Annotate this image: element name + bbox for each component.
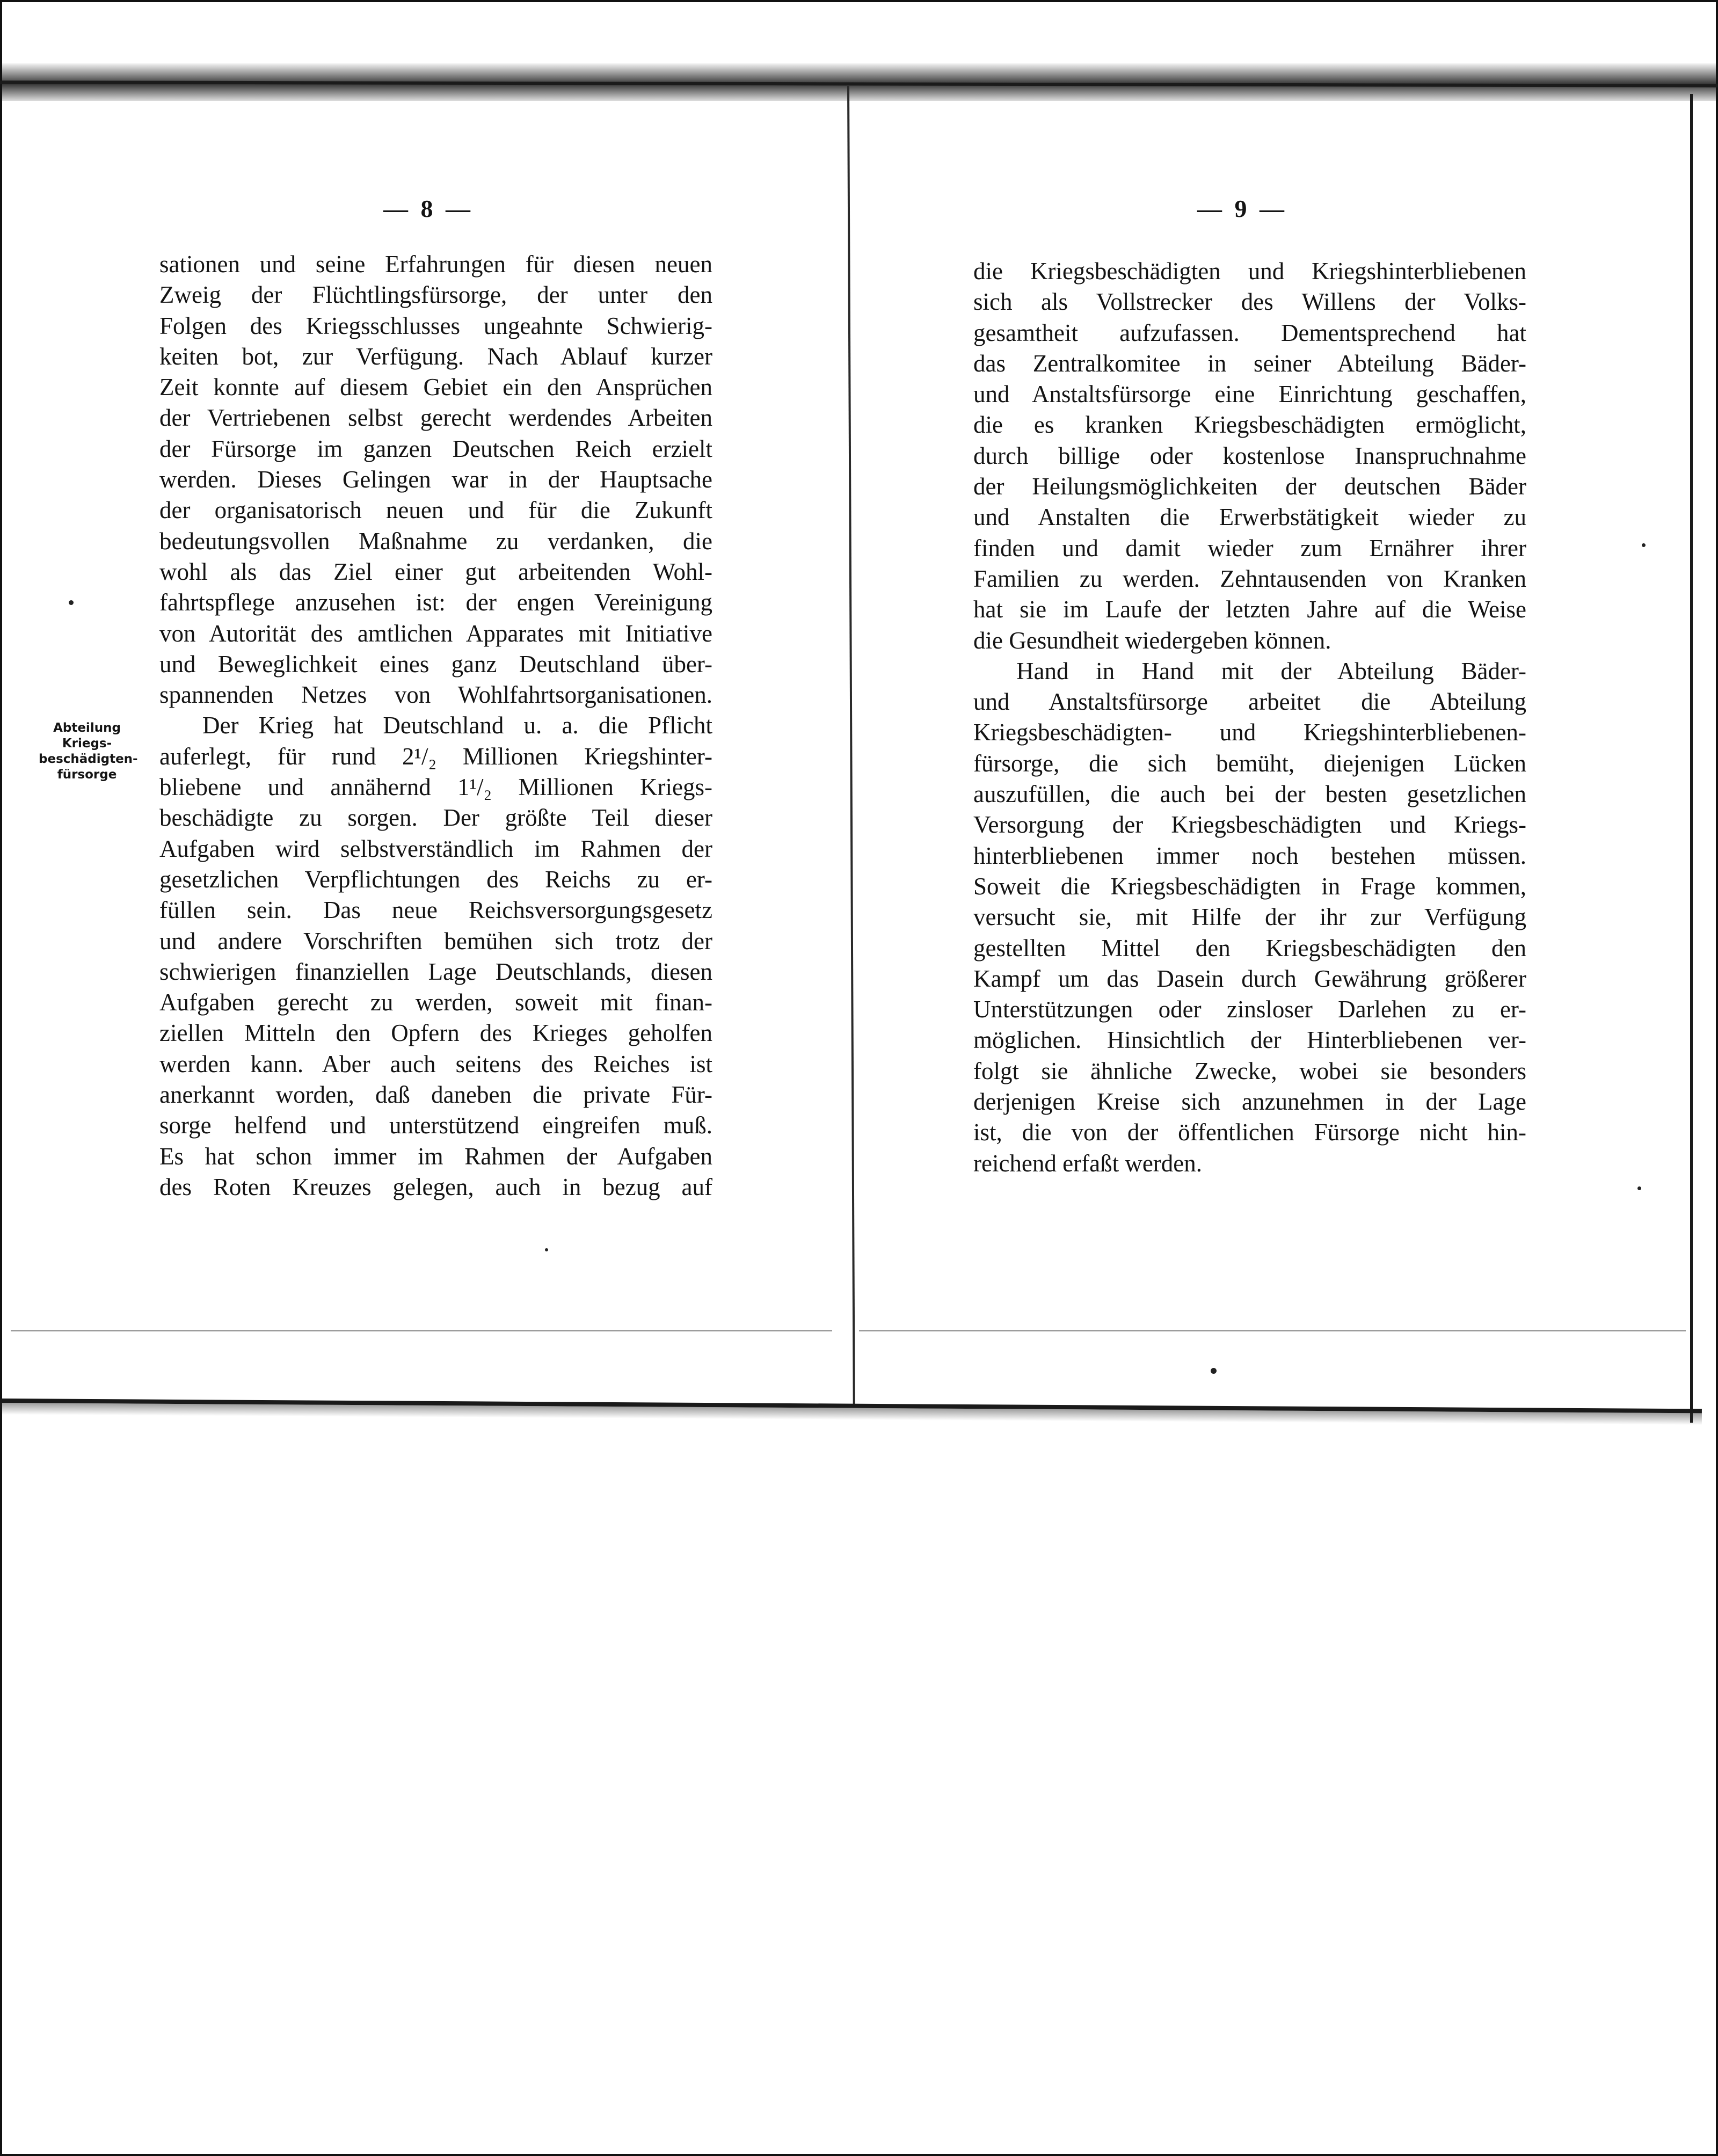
text-line: auszufüllen, die auch bei der besten gesetzlichen [973, 781, 1526, 808]
text-line: Aufgaben gerecht zu werden, soweit mit finan- [159, 989, 712, 1016]
text-line: versucht sie, mit Hilfe der ihr zur Verfügung [973, 904, 1526, 931]
margin-note-line: beschädigten- [39, 752, 138, 766]
margin-note-line: fürsorge [57, 768, 117, 782]
text-line: der Fürsorge im ganzen Deutschen Reich erzielt [159, 435, 712, 462]
right-bottom-rule [859, 1330, 1686, 1331]
text-line: des Roten Kreuzes gelegen, auch in bezug auf [159, 1173, 712, 1200]
page-number-left: — 8 — [383, 195, 474, 222]
text-line: der organisatorisch neuen und für die Zukunft [159, 497, 712, 524]
left-bottom-rule [11, 1330, 832, 1331]
text-line: beschädigte zu sorgen. Der größte Teil dieser [159, 804, 712, 832]
text-line: füllen sein. Das neue Reichsversorgungsgesetz [159, 897, 712, 924]
text-line: und andere Vorschriften bemühen sich trotz der [159, 927, 712, 955]
right-page-text [973, 256, 1526, 1179]
text-line: spannenden Netzes von Wohlfahrtsorganisationen. [159, 681, 712, 709]
text-line: Versorgung der Kriegsbeschädigten und Kriegs- [973, 811, 1526, 839]
text-line: hinterbliebenen immer noch bestehen müssen. [973, 842, 1526, 869]
text-line: und Anstaltsfürsorge arbeitet die Abteilung [973, 688, 1526, 716]
text-line: die Gesundheit wiedergeben können. [973, 627, 1331, 654]
scan-speck [1637, 1186, 1641, 1190]
text-line: werden kann. Aber auch seitens des Reiches ist [159, 1050, 712, 1077]
text-line: Zeit konnte auf diesem Gebiet ein den Ansprüchen [159, 374, 712, 401]
text-line: Aufgaben wird selbstverständlich im Rahmen der [159, 835, 712, 862]
text-line: hat sie im Laufe der letzten Jahre auf die Weise [973, 596, 1526, 623]
text-line: derjenigen Kreise sich anzunehmen in der Lage [973, 1088, 1526, 1116]
text-line: gestellten Mittel den Kriegsbeschädigten den [973, 934, 1526, 962]
text-line: durch billige oder kostenlose Inanspruchnahme [973, 442, 1526, 469]
text-line: und Anstalten die Erwerbstätigkeit wieder zu [973, 504, 1526, 531]
text-line: Der Krieg hat Deutschland u. a. die Pflicht [202, 712, 712, 739]
scan-speck [69, 600, 74, 605]
text-line: sich als Vollstrecker des Willens der Volks- [973, 288, 1526, 316]
text-line: werden. Dieses Gelingen war in der Hauptsache [159, 466, 712, 493]
text-line: der Heilungsmöglichkeiten der deutschen Bäder [973, 473, 1526, 500]
right-page-edge [1690, 94, 1693, 1423]
scan-speck [1642, 543, 1646, 547]
text-line: und Anstaltsfürsorge eine Einrichtung geschaffen, [973, 381, 1526, 408]
text-line: gesamtheit aufzufassen. Dementsprechend hat [973, 319, 1526, 346]
text-line: gesetzlichen Verpflichtungen des Reichs zu er- [159, 865, 712, 893]
left-page-text [159, 249, 712, 1203]
text-line: die Kriegsbeschädigten und Kriegshinterbliebenen [973, 258, 1526, 285]
text-line: von Autorität des amtlichen Apparates mit Initiative [159, 620, 712, 647]
text-line: und Beweglichkeit eines ganz Deutschland über- [159, 650, 712, 678]
text-line: folgt sie ähnliche Zwecke, wobei sie besonders [973, 1057, 1526, 1084]
text-line: Unterstützungen oder zinsloser Darlehen zu er- [973, 996, 1526, 1023]
text-line: finden und damit wieder zum Ernährer ihrer [973, 534, 1526, 562]
scan-speck [545, 1248, 548, 1251]
text-line: wohl als das Ziel einer gut arbeitenden Wohl- [159, 558, 712, 585]
text-line: anerkannt worden, daß daneben die private Für- [159, 1081, 712, 1109]
text-line: fürsorge, die sich bemüht, diejenigen Lücken [973, 749, 1526, 777]
scan-speck [1211, 1368, 1217, 1374]
margin-note [39, 720, 138, 783]
text-line: Kampf um das Dasein durch Gewährung größerer [973, 965, 1526, 992]
text-line: Zweig der Flüchtlingsfürsorge, der unter den [159, 281, 712, 309]
text-line: Es hat schon immer im Rahmen der Aufgaben [159, 1142, 712, 1170]
text-line: Kriegsbeschädigten- und Kriegshinterbliebenen- [973, 719, 1526, 746]
page-number-right: — 9 — [1197, 195, 1287, 222]
text-line: reichend erfaßt werden. [973, 1149, 1203, 1177]
margin-note-line: Kriegs- [62, 737, 112, 751]
margin-note-line: Abteilung [53, 721, 121, 735]
text-line: bliebene und annähernd 1¹/₂ Millionen Kriegs- [159, 774, 712, 801]
text-line: keiten bot, zur Verfügung. Nach Ablauf kurzer [159, 343, 712, 370]
text-line: bedeutungsvollen Maßnahme zu verdanken, die [159, 527, 712, 555]
text-line: ziellen Mitteln den Opfern des Krieges geholfen [159, 1019, 712, 1047]
text-line: sorge helfend und unterstützend eingreifen muß. [159, 1112, 712, 1139]
text-line: Folgen des Kriegsschlusses ungeahnte Schwierig- [159, 312, 712, 339]
text-line: Hand in Hand mit der Abteilung Bäder- [1016, 657, 1526, 684]
text-line: das Zentralkomitee in seiner Abteilung Bäder- [973, 349, 1526, 377]
text-line: schwierigen finanziellen Lage Deutschlands, diesen [159, 958, 712, 985]
text-line: der Vertriebenen selbst gerecht werdendes Arbeiten [159, 404, 712, 432]
text-line: fahrtspflege anzusehen ist: der engen Vereinigung [159, 589, 712, 616]
text-line: möglichen. Hinsichtlich der Hinterbliebenen ver- [973, 1026, 1526, 1054]
text-line: die es kranken Kriegsbeschädigten ermöglicht, [973, 411, 1526, 439]
text-line: sationen und seine Erfahrungen für diesen neuen [159, 251, 712, 278]
text-line: ist, die von der öffentlichen Fürsorge nicht hin- [973, 1119, 1526, 1146]
text-line: Familien zu werden. Zehntausenden von Kranken [973, 565, 1526, 592]
text-line: auferlegt, für rund 2¹/₂ Millionen Kriegshinter- [159, 742, 712, 770]
text-line: Soweit die Kriegsbeschädigten in Frage kommen, [973, 872, 1526, 900]
